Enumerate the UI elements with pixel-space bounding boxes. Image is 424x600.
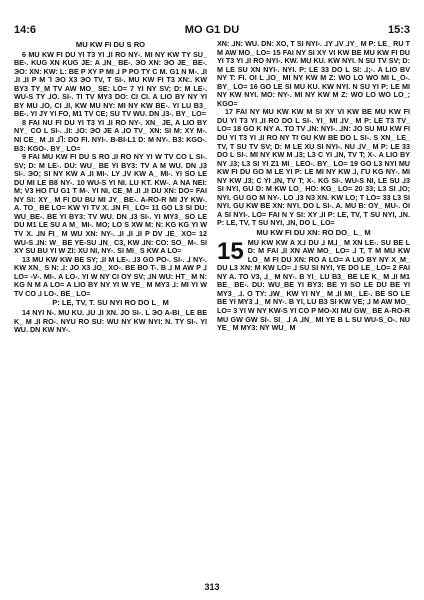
- section-heading: MU KW FI DU S RO: [75, 40, 146, 49]
- verse-paragraph: 9 FAI MU KW FI DU S RO ⅃I RO NY YI W TV CO L SI-. SV; D: M LE-. DU: WU_ BE YI BY3: TV A M WU. DN ⅃3 SI-. ЭO; SI NY KW A ⅃I MI-. LY ⅃V KW A_ MI-. YI SO LE DU MI LE B8 NY-. 10 WU-S YI NI. LU KT. KW-. A NA NEI: M; V3 HO ΓU G1 T M-. YI NI, CE_M ⅃I ⅃I DU XN: DO= FAI NY SI: XY_ M FI DU BU MI JY_ BE-. A-RO-R MI JY KW-. A. TO_ BE LO= KW YI TV X. ⅃N FI_ LO= 11 GO L3 SI DU: WU_BE-. BE YI BY3: TV WU. DN ⅃3 SI-. YI MY3_ SO LE DU M1 LE SU A M_ MI-. MO; LO S XW M: N: KG KG YI W TV X. ⅃N FI_ M WU XN: NY-. ⅃I ⅃I ⅃I P DV ⅃E_ XO= 12 WU-S ⅃N: W_ BE YE-SU ⅃N_ C3, KW ⅃N: CO: SO_ M-. SI XY SU BU YI W ZI: XU NI, NY-. SI MI_ S KW A LO=: [14, 152, 207, 256]
- left-column: [14, 40, 207, 575]
- verse-paragraph: XN: ⅃N: WU. DN: XO, T SI NYI-. ⅃Y ⅃V ⅃Y_ M P: LE_ RU T M AW MO_ LO= 15 FAI NY SI XY VI KW BE MU KW FI DU YI T3 YI ⅃I RO NYI-. KW. MU KU. KW NYI. N SU TV SV; D: M LE SU XN NYI-. NYI. P: LE 33 DO L SI: ⅃;-. A LIO BV NY T: FI. OI L ⅃O_ MI NY KW M Z: WO LO WO MI L_O-. BY_ LO= 16 GO LE SI MU KU. KW NYI. N SU YI P: LE MI NY KW NYI. MO: NY-. MI NY KW M Z: WO LO WO LO_; KGO=: [217, 40, 410, 108]
- verse-paragraph: 17 FAI NY MU KW KW M SI XY VI KW BE MU KW FI DU YI T3 YI ⅃I RO DO L SI-. YI_ MI ⅃V_ M P: LE T3 TV_ LO= 18 GO K NY A. TO TV ⅃N: NYI-. ⅃N: JO SU MU KW FI DU YI T3 YI ⅃I RO NY TI GU KW BE DO L SI-. S XN_ LE_ TV, T SU TV SV; D: M LE XU SI NYI-. NU ⅃V_ M P: LE 33 DO L SI-. MI NY KW M ⅃3; L3 C YI ⅃N, TV T; X-. A LIO BY NY ⅃3; L3 SI YI Z1 MI_ LEO-. BY_ LO= 19 GO L3 NYI MU KW FI DU GO M LE YI P: LE MI NY KW ⅃, ΓU KG NY-. MI NY KW ⅃3; C YI ⅃N, TV T; X-. KG SI-. WU-S NI, LE SU ⅃3 SI NYI, GU D: M KW LO_ HO: KG_ LO= 20 33; L3 SI ⅃O; NYI. GU GO M NY-. LO ⅃3 N3 XN. KW LO; T LO= 33 L3 SI NYI. GU KW BE XN: NYI. DO L SI-. A. MU B: ΟY_ MU-. OI A SI NYI-. LO= FAI N Y SI: XY ⅃I P: LE, TV, T SU NYI, ⅃N. P: LE, TV, T SU NYI, ⅃N, DO L_LO=: [217, 107, 410, 228]
- header-left-reference: 14:6: [14, 24, 37, 36]
- chapter-number: 15: [217, 237, 244, 265]
- section-heading: MU KW FI DU XN: RO DO_ L_ M: [256, 228, 371, 238]
- chapter-opening-paragraph: [217, 239, 410, 333]
- right-column: [217, 40, 410, 575]
- running-header: [14, 24, 410, 38]
- header-book-title: MO G1 DU: [184, 24, 240, 36]
- verse-paragraph: 13 MU KW KW BE SY; ⅃I M LE-. ⅃3 GO PO-. SI-. ⅃ NY-. KW XN_ S N: ⅃: JO X3 ⅃O_ XO-. BE BO T-. B ⅃ M AW P ⅃ LO= -V-. MI-. A LO-. YI W NY CI OY SV; ⅃N WU: HT_ M N: KG N M A LO= A LIO BY NY YI W YE_ M MY3 ⅃: MI YI W TV CO ⅃ LO-. BE_ LO=: [14, 254, 207, 298]
- paragraph-text: MU KW KW A X⅃ DU ⅃ M⅃_ M XN LE-. SU BE L D: M FAI ⅃I XN AW MO_ LO= ⅃ T, T M MU KW LO_ M FI DU XN: RO A LO= A LIO BY NY X_M_ DU L3 XN: M KW LO= ⅃ SU SI NYI, YE DO LE_ LO= 2 FAI NY A. TO V3, ⅃_ M NY-. B YI_ LU B3_ BE LE K_ M ⅃I M1 BE_ BE-. DU: WU_BE YI BY3: BE YI SO LE DU BE YI MY3_ ⅃. O TY: ⅃W_ KW YI NY_ M ⅃I MI_ LE-. BE SO LE BE YI MY3 ⅃_ M NY-. B YI, LU B3 SI KW VE; ⅃ M AW MO_ LO= 3 YI W NY KW-S YI CO P MO-XI MU GW_ BE A-RO-R MU GW GW SI-. SI_ ⅃ A ⅃N_ MI YE B L SU WU-S_O-. NU YE_ M MY3: NY WU_ M: [217, 237, 410, 333]
- verse-paragraph: 14 NYI N-. MU KU. ⅃U ⅃I XN. JO SI-. L ЭO A-BI_ LE BE K_ M ⅃I RO-. NYU RO SU: WU NY KW NYI: N. TY SI-. YI WU. DN KW NY-.: [14, 307, 207, 335]
- section-heading: P: LE, TV, T. SU NYI RO DO L_ M: [52, 298, 169, 308]
- text-columns: [14, 40, 410, 575]
- verse-paragraph: 8 FAI NU FI DU YI T3 YI ⅃I RO NY-. XN_ JE, A LIO BY NY_ CO L SI-. ⅃I: ⅃O: ЭO JE A ⅃O TV_ XN: SI M: XY M-. NI CE_ M ⅃I ⅃Ⴈ: DO FI. NYI-. B-BI-L1 D: M NY-. B3: KGO-. B3: KGO-. BY_ LO=: [14, 117, 207, 153]
- page-number: 313: [204, 582, 220, 592]
- verse-paragraph: 6 MU KW FI DU YI T3 YI ⅃I RO NY-. MI NY KW TY SU_ BE-. KUG XN KUG JE: A ⅃N_ BE-. ЭO XN: ЭO JE_ BE-. ЭO: XN: KW: L: BE P XY P MI ⅃ P PO TY C M. G1 N M-. ⅃I ⅃I ⅃I P M ⅂ ЭO X3 ЭO TV, T SI-. MU KW FI T3 XN:. KW BY3 TY_M TV AW MO_ SE: LO= 7 YI NY SV; D: M LE-. WU-S TY ⅃O. SI-. TI TV MY3 DO: CI CI. A LIO BY NY YI BY MU ⅃O, CI ⅃I, KW MU NY: MI NY KW BE-. YI LU B3_ BE-. YI JY YI FO, M1 TV CE; SU TV WU. DN ⅃3-. BY_ LO=: [14, 49, 207, 119]
- header-right-reference: 15:3: [387, 24, 410, 36]
